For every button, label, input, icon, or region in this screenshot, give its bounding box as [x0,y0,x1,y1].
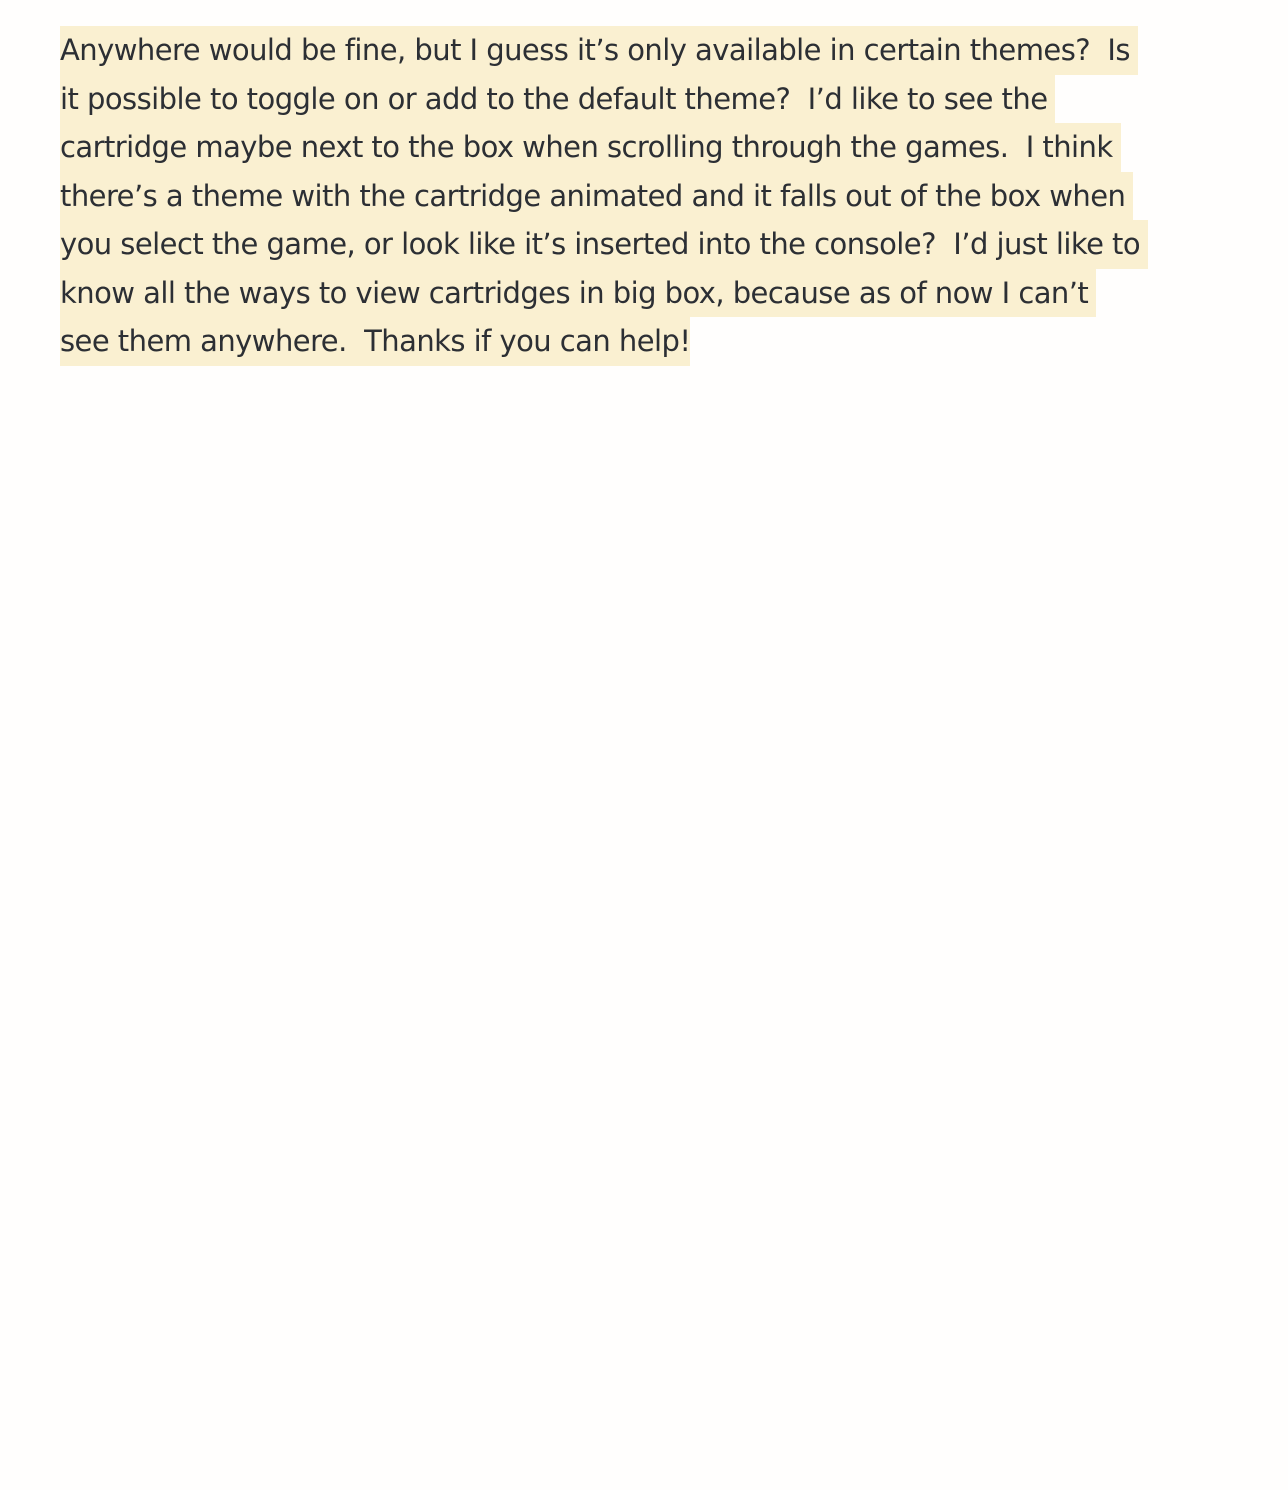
note-text-line: know all the ways to view cartridges in big box, because as of now I can’t [60,269,1096,318]
note-text-line: it possible to toggle on or add to the default theme? I’d like to see the [60,75,1055,124]
note-text-line: see them anywhere. Thanks if you can help! [60,317,690,366]
note-body[interactable] [60,26,1220,366]
note-text-line: cartridge maybe next to the box when scrolling through the games. I think [60,123,1121,172]
note-text-line: there’s a theme with the cartridge animated and it falls out of the box when [60,172,1133,221]
note-text-line: you select the game, or look like it’s inserted into the console? I’d just like to [60,220,1148,269]
note-text-line: Anywhere would be fine, but I guess it’s only available in certain themes? Is [60,26,1138,75]
